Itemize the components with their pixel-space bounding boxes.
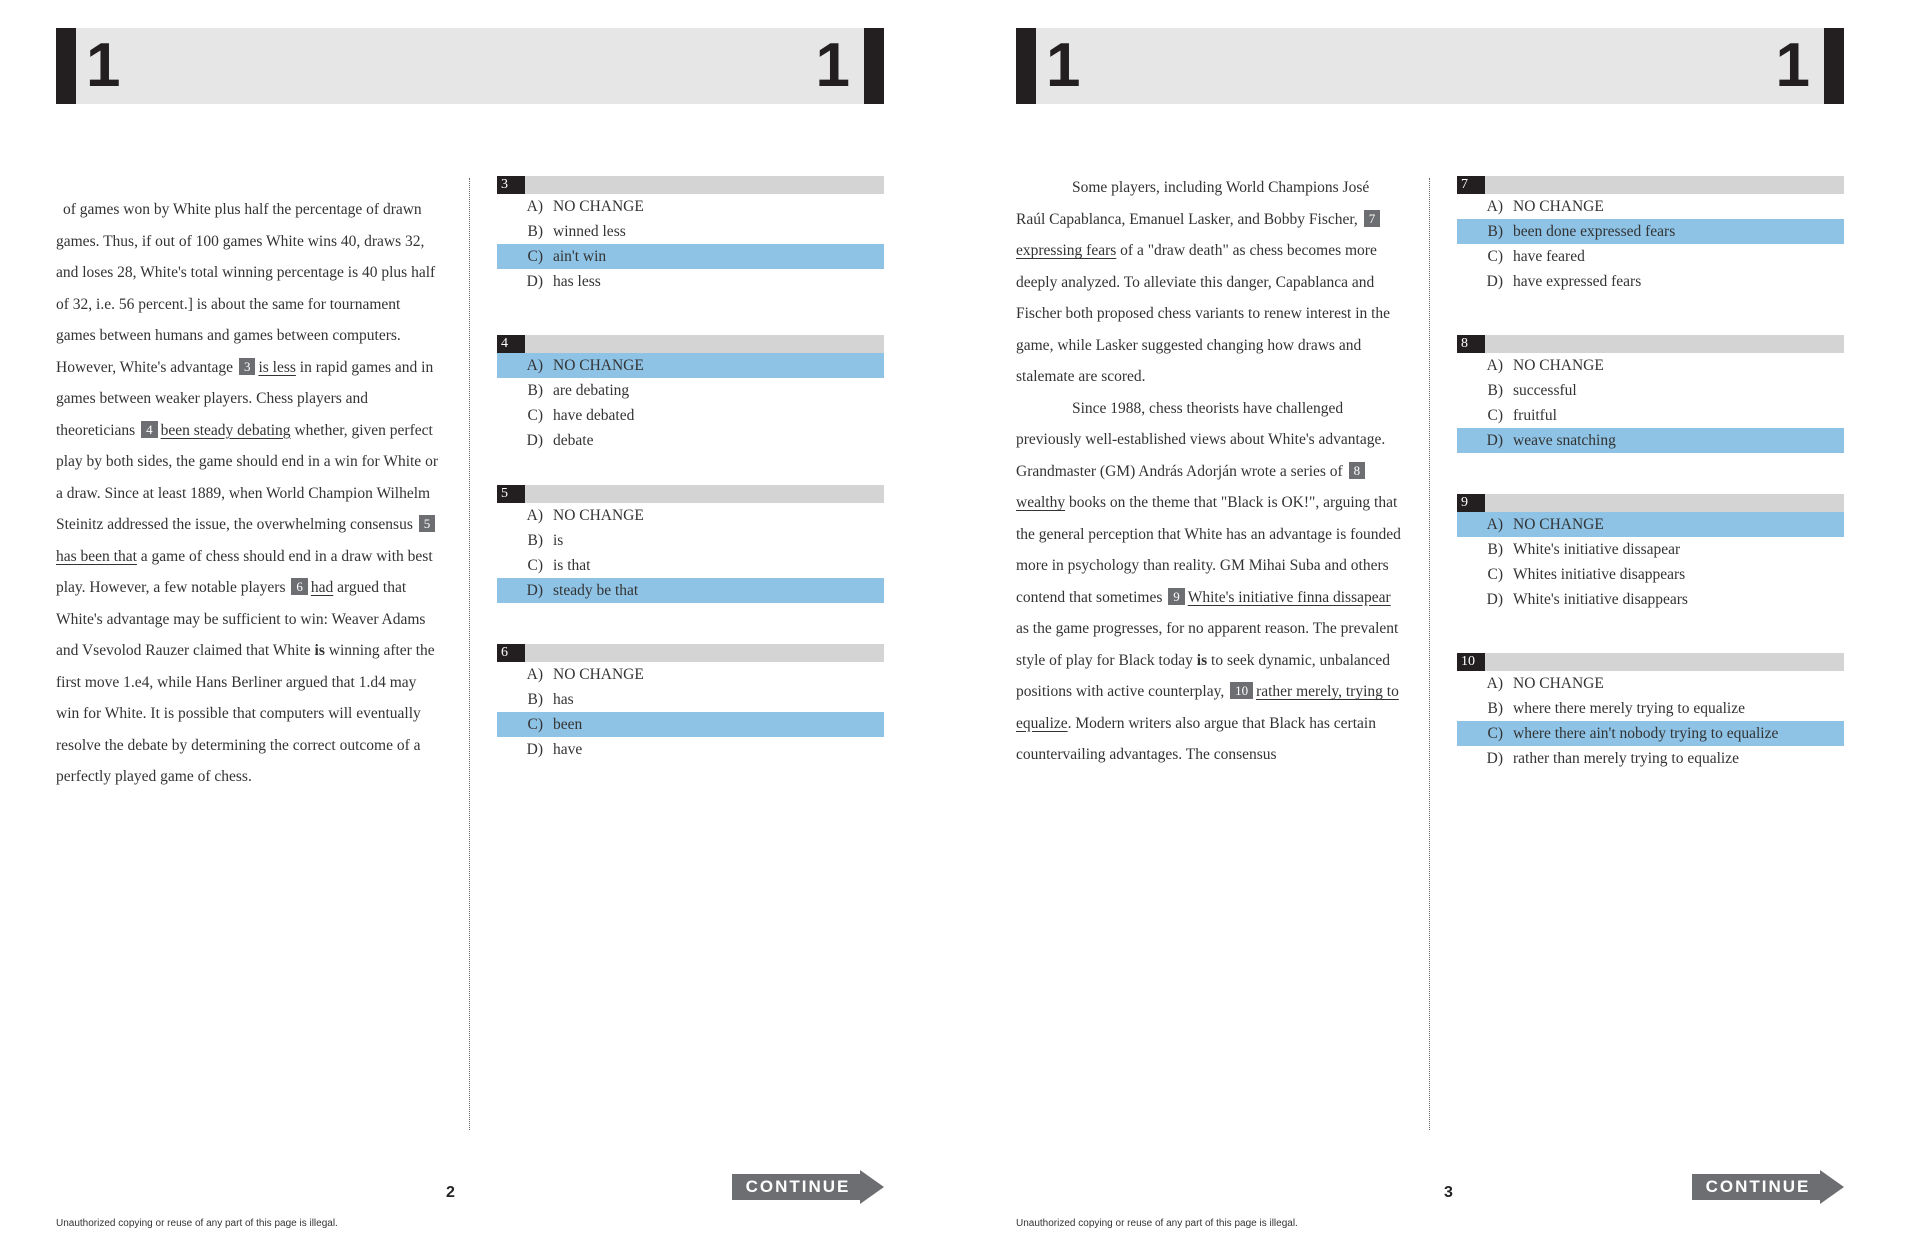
answer-option-c[interactable]: C) is that (527, 557, 591, 574)
answer-option-b[interactable]: B) has (527, 691, 574, 708)
section-number-right: 1 (815, 31, 850, 100)
answer-option-a[interactable]: A) NO CHANGE (526, 198, 644, 215)
question-marker[interactable]: 5 (419, 515, 436, 532)
underlined-phrase[interactable]: has been that (56, 547, 137, 565)
answer-option-a[interactable]: A) NO CHANGE (526, 507, 644, 524)
answer-option-b[interactable]: B) is (527, 532, 564, 549)
passage-text: of games won by White plus half the percentage of drawn games. Thus, if out of 100 games White wins 40, draws 32, and loses 28, White's total winning percentage is 40 plus half of 32, i.e. 56 percent.] is about the same for tournament games between humans and games between computers. However, White's advantage (56, 201, 436, 376)
answer-option-d[interactable]: D) White's initiative disappears (1486, 591, 1688, 608)
section-header (56, 28, 884, 104)
question-number: 7 (1457, 176, 1485, 194)
answer-option-c-selected[interactable]: C) been (497, 712, 884, 737)
passage-text: a game of chess should end in a draw with best play. However, a few notable players (56, 547, 433, 596)
question-marker[interactable]: 6 (291, 578, 308, 595)
question-number: 4 (497, 335, 525, 353)
continue-button[interactable] (1692, 1170, 1844, 1204)
question-number: 9 (1457, 494, 1485, 512)
passage-text: winning after the first move 1.e4, while Hans Berliner argued that 1.d4 may win for White. It is possible that computers will eventually resolve the debate by determining the correct outcome of a perfectly played game of chess. (56, 642, 435, 785)
question-header (497, 485, 884, 503)
answer-option-d[interactable]: D) has less (526, 273, 601, 290)
question-header (1457, 176, 1844, 194)
answer-option-a[interactable]: A) NO CHANGE (1486, 198, 1604, 215)
question-marker[interactable]: 7 (1364, 210, 1381, 227)
question-header (1457, 494, 1844, 512)
column-divider (469, 178, 470, 1130)
answer-option-a[interactable]: A) NO CHANGE (1486, 357, 1604, 374)
underlined-phrase[interactable]: been steady debating (160, 421, 291, 439)
question-marker[interactable]: 8 (1349, 462, 1366, 479)
bold-word: is (314, 642, 325, 659)
underlined-phrase[interactable]: expressing fears (1016, 242, 1117, 259)
column-divider (1429, 178, 1430, 1130)
answer-option-b[interactable]: B) successful (1487, 382, 1577, 399)
page-number: 3 (1444, 1184, 1453, 1201)
copyright-footer: Unauthorized copying or reuse of any part of this page is illegal. (56, 1218, 338, 1229)
underlined-phrase[interactable]: White's initiative finna dissapear (1187, 588, 1391, 606)
header-bar-left (1016, 28, 1036, 104)
section-number-right: 1 (1775, 31, 1810, 100)
answer-option-d-selected[interactable]: D) steady be that (497, 578, 884, 603)
question-marker[interactable]: 4 (141, 421, 158, 438)
answer-option-a[interactable]: A) NO CHANGE (526, 666, 644, 683)
section-number-left: 1 (1046, 31, 1081, 100)
question-header (497, 335, 884, 353)
question-number: 5 (497, 485, 525, 503)
continue-button[interactable] (732, 1170, 884, 1204)
answer-option-a-selected[interactable]: A) NO CHANGE (1457, 512, 1844, 537)
answer-option-d-selected[interactable]: D) weave snatching (1457, 428, 1844, 453)
answer-option-d[interactable]: D) debate (526, 432, 594, 449)
answer-option-b[interactable]: B) where there merely trying to equalize (1487, 700, 1745, 717)
answer-option-b[interactable]: B) White's initiative dissapear (1487, 541, 1681, 558)
question-number: 8 (1457, 335, 1485, 353)
question-header (1457, 653, 1844, 671)
question-block-4 (497, 335, 884, 453)
copyright-footer: Unauthorized copying or reuse of any part of this page is illegal. (1016, 1218, 1298, 1229)
underlined-phrase[interactable]: wealthy (1016, 494, 1066, 511)
passage-text: of a "draw death" as chess becomes more deeply analyzed. To alleviate this danger, Capablanca and Fischer both proposed chess variants to renew interest in the game, while Lasker suggested changing how draws and stalemate are scored. (1016, 242, 1391, 385)
underlined-phrase[interactable]: rather merely, trying to equalize (1016, 683, 1399, 732)
passage-text: in rapid games and in games between weaker players. Chess players and theoreticians (56, 358, 434, 439)
bold-word: is (1196, 651, 1208, 669)
question-block-5 (497, 485, 884, 603)
header-bar-left (56, 28, 76, 104)
passage-text: to seek dynamic, unbalanced positions with active counterplay, (1016, 651, 1391, 700)
answer-option-c[interactable]: C) have feared (1487, 248, 1585, 265)
passage-text: argued that White's advantage may be sufficient to win: Weaver Adams and Vsevolod Rauzer claimed that White (56, 579, 426, 659)
question-number: 6 (497, 644, 525, 662)
question-block-8 (1457, 335, 1844, 453)
reading-passage (1016, 172, 1401, 771)
answer-option-b[interactable]: B) are debating (527, 382, 630, 399)
answer-option-c[interactable]: C) fruitful (1487, 407, 1557, 424)
question-block-6 (497, 644, 884, 762)
section-number-left: 1 (86, 31, 121, 100)
question-block-10 (1457, 653, 1844, 771)
answer-option-b-selected[interactable]: B) been done expressed fears (1457, 219, 1844, 244)
question-block-9 (1457, 494, 1844, 612)
passage-text: Some players, including World Champions José Raúl Capablanca, Emanuel Lasker, and Bobby Fischer, (1016, 179, 1370, 228)
passage-text: whether, given perfect play by both sides, the game should end in a win for White or a draw. Since at least 1889, when World Champion Wilhelm Steinitz addressed the issue, the overwhelming consensus (56, 421, 438, 533)
section-header (1016, 28, 1844, 104)
answer-option-c[interactable]: C) Whites initiative disappears (1487, 566, 1686, 583)
answer-option-d[interactable]: D) have (526, 741, 583, 758)
continue-label: CONTINUE (745, 1177, 851, 1196)
answer-option-a[interactable]: A) NO CHANGE (1486, 675, 1604, 692)
answer-option-d[interactable]: D) rather than merely trying to equalize (1486, 750, 1739, 767)
answer-option-b[interactable]: B) winned less (527, 223, 626, 240)
header-bar-right (864, 28, 884, 104)
question-marker[interactable]: 10 (1230, 682, 1253, 699)
question-number: 10 (1457, 653, 1485, 671)
underlined-phrase[interactable]: is less (258, 358, 296, 376)
question-header (1457, 335, 1844, 353)
question-block-3 (497, 176, 884, 294)
answer-option-c-selected[interactable]: C) ain't win (497, 244, 884, 269)
question-marker[interactable]: 9 (1168, 588, 1185, 605)
passage-text: as the game progresses, for no apparent reason. The prevalent style of play for Black today (1016, 620, 1399, 669)
question-number: 3 (497, 176, 525, 194)
question-header (497, 644, 884, 662)
question-header (497, 176, 884, 194)
continue-label: CONTINUE (1705, 1177, 1811, 1196)
answer-option-c-selected[interactable]: C) where there ain't nobody trying to equalize (1457, 721, 1844, 746)
answer-option-c[interactable]: C) have debated (527, 407, 635, 424)
passage-text: Since 1988, chess theorists have challenged previously well-established views about White's advantage. Grandmaster (GM) András Adorján wrote a series of (1016, 399, 1386, 480)
underlined-phrase[interactable]: had (310, 579, 334, 596)
header-bar-right (1824, 28, 1844, 104)
page-right (960, 0, 1920, 1242)
question-marker[interactable]: 3 (239, 358, 256, 375)
question-block-7 (1457, 176, 1844, 294)
passage-text: books on the theme that "Black is OK!", arguing that the general perception that White has an advantage is founded more in psychology than reality. GM Mihai Suba and others contend that sometimes (1016, 494, 1401, 606)
answer-option-a-selected[interactable]: A) NO CHANGE (497, 353, 884, 378)
reading-passage (56, 194, 441, 793)
page-number: 2 (446, 1184, 455, 1201)
answer-option-d[interactable]: D) have expressed fears (1486, 273, 1642, 290)
passage-text: . Modern writers also argue that Black has certain countervailing advantages. The consensus (1016, 714, 1376, 763)
